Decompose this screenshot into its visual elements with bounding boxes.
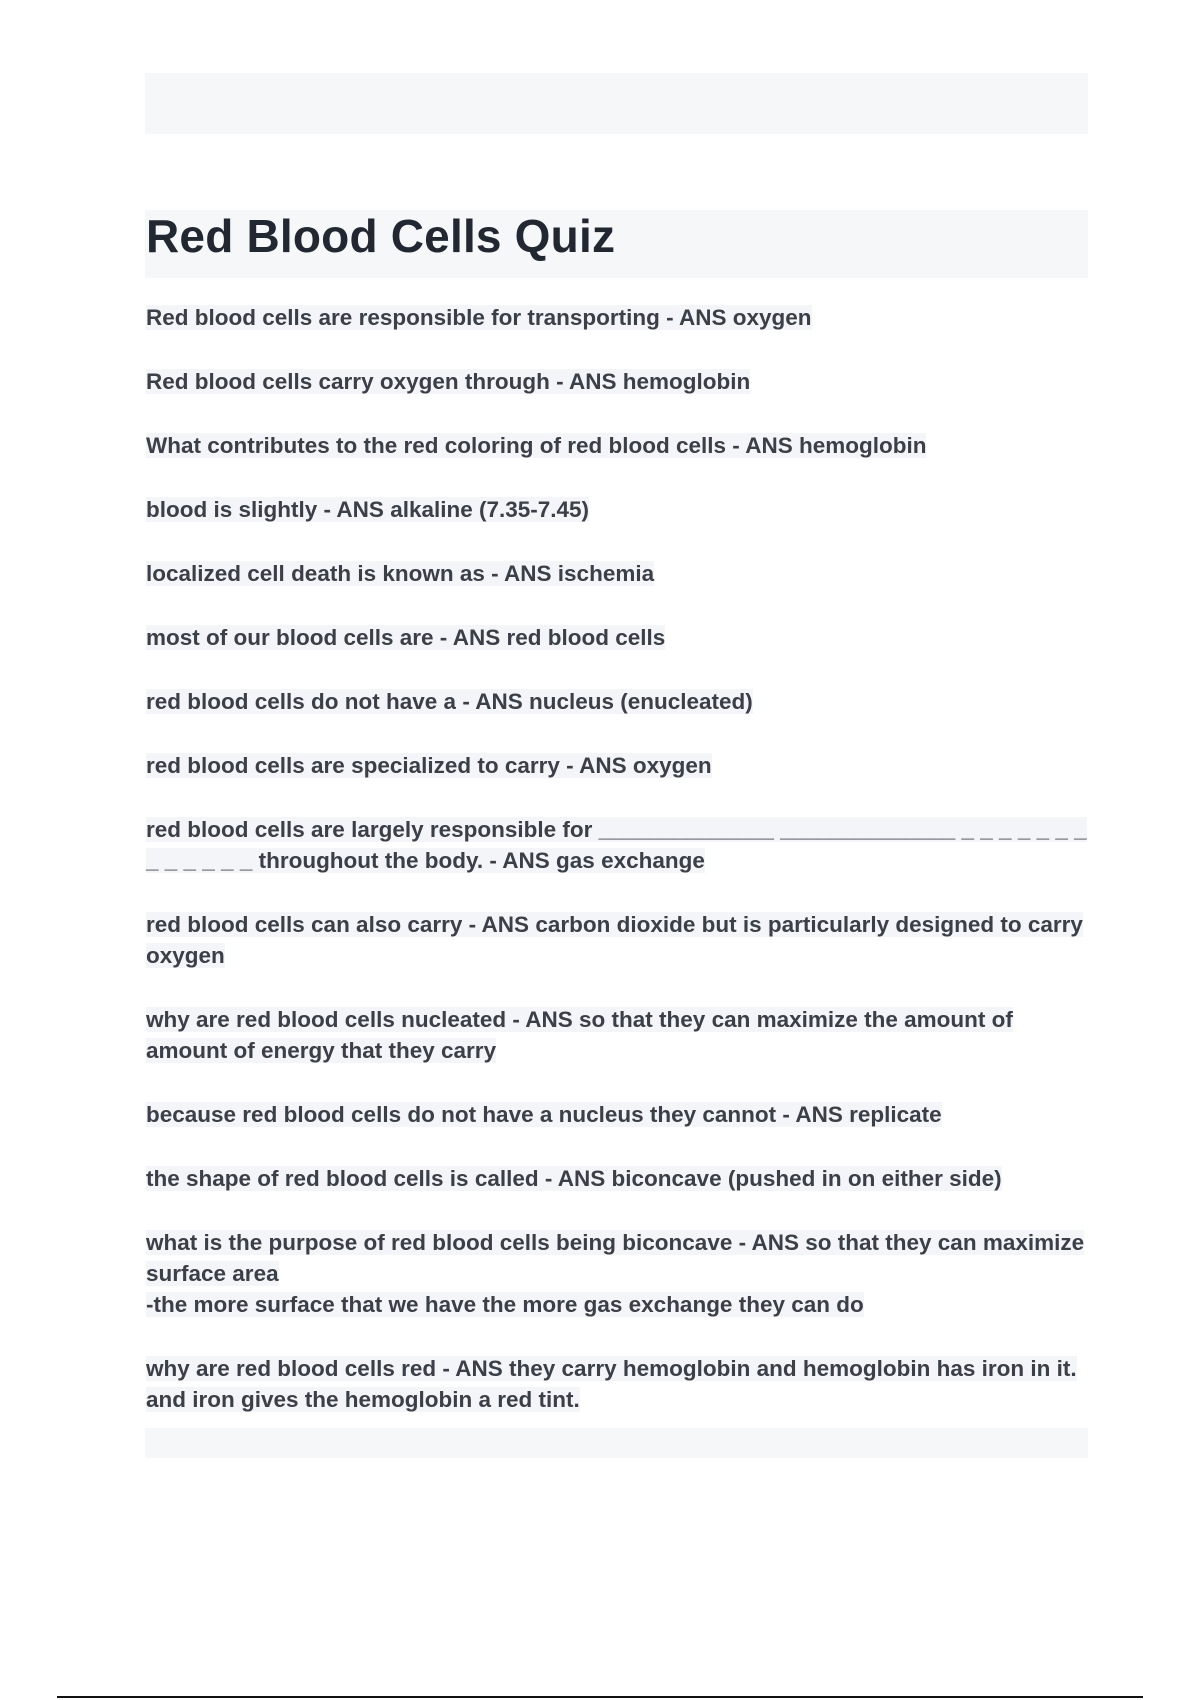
qa-item <box>146 1163 1091 1194</box>
qa-item <box>146 1353 1091 1415</box>
answer-text: biconcave (pushed in on either side) <box>611 1166 1002 1191</box>
qa-item <box>146 302 1091 333</box>
question-text: because red blood cells do not have a nucleus they cannot <box>146 1102 777 1127</box>
qa-item <box>146 814 1091 876</box>
question-text: why are red blood cells nucleated <box>146 1007 507 1032</box>
answer-text: so that they can maximize surface area <box>146 1230 1085 1286</box>
question-text: What contributes to the red coloring of red blood cells <box>146 433 727 458</box>
answer-separator: - ANS <box>538 1166 612 1191</box>
answer-separator: - ANS <box>506 1007 580 1032</box>
qa-item <box>146 494 1091 525</box>
answer-separator: - ANS <box>726 433 799 458</box>
qa-item <box>146 686 1091 717</box>
question-text: red blood cells can also carry <box>146 912 463 937</box>
footer-rule <box>57 1696 1143 1698</box>
question-text: red blood cells are specialized to carry <box>146 753 560 778</box>
question-text: most of our blood cells are <box>146 625 434 650</box>
answer-text: they carry hemoglobin and hemoglobin has iron in it. and iron gives the hemoglobin a red tint. <box>146 1356 1077 1412</box>
question-text: red blood cells do not have a <box>146 689 457 714</box>
qa-item <box>146 750 1091 781</box>
answer-text: oxygen <box>632 753 712 778</box>
qa-item <box>146 366 1091 397</box>
answer-separator: - ANS <box>317 497 391 522</box>
question-text: Red blood cells carry oxygen through <box>146 369 550 394</box>
answer-separator: - ANS <box>549 369 623 394</box>
question-text: blood is slightly <box>146 497 318 522</box>
answer-text: nucleus (enucleated) <box>528 689 753 714</box>
answer-extra-line <box>146 1289 1091 1320</box>
answer-text: alkaline (7.35-7.45) <box>390 497 590 522</box>
answer-separator: - ANS <box>436 1356 510 1381</box>
qa-item <box>146 430 1091 461</box>
question-text: localized cell death is known as <box>146 561 485 586</box>
question-text: what is the purpose of red blood cells being biconcave <box>146 1230 733 1255</box>
answer-text: hemoglobin <box>798 433 927 458</box>
answer-text: gas exchange <box>556 848 705 873</box>
qa-item <box>146 558 1091 589</box>
question-text: Red blood cells are responsible for transporting <box>146 305 660 330</box>
qa-list <box>146 302 1091 1448</box>
qa-item <box>146 1004 1091 1066</box>
answer-text: replicate <box>849 1102 942 1127</box>
answer-text: carbon dioxide but is particularly designed to carry oxygen <box>146 912 1083 968</box>
answer-separator: - ANS <box>462 912 536 937</box>
question-text: the shape of red blood cells is called <box>146 1166 539 1191</box>
answer-separator: - ANS <box>484 561 558 586</box>
answer-text: oxygen <box>732 305 812 330</box>
qa-item <box>146 1227 1091 1320</box>
footer-placeholder-band <box>145 1428 1088 1458</box>
question-text: why are red blood cells red <box>146 1356 437 1381</box>
qa-item <box>146 622 1091 653</box>
answer-separator: - ANS <box>776 1102 850 1127</box>
answer-separator: - ANS <box>483 848 557 873</box>
answer-separator: - ANS <box>456 689 529 714</box>
header-placeholder-band <box>145 73 1088 134</box>
answer-separator: - ANS <box>559 753 633 778</box>
answer-text: ischemia <box>557 561 655 586</box>
page-title: Red Blood Cells Quiz <box>146 210 616 262</box>
qa-item <box>146 1099 1091 1130</box>
answer-extra-text: -the more surface that we have the more gas exchange they can do <box>146 1292 864 1317</box>
question-text: red blood cells are largely responsible for ______________ ______________ _ _ _ _ _ _ _ _ _ _ _ _ _ throughout the body. <box>146 817 1087 873</box>
answer-separator: - ANS <box>659 305 733 330</box>
answer-text: so that they can maximize the amount of amount of energy that they carry <box>146 1007 1013 1063</box>
answer-text: hemoglobin <box>622 369 751 394</box>
answer-separator: - ANS <box>732 1230 806 1255</box>
answer-separator: - ANS <box>433 625 507 650</box>
answer-text: red blood cells <box>506 625 666 650</box>
qa-item <box>146 909 1091 971</box>
